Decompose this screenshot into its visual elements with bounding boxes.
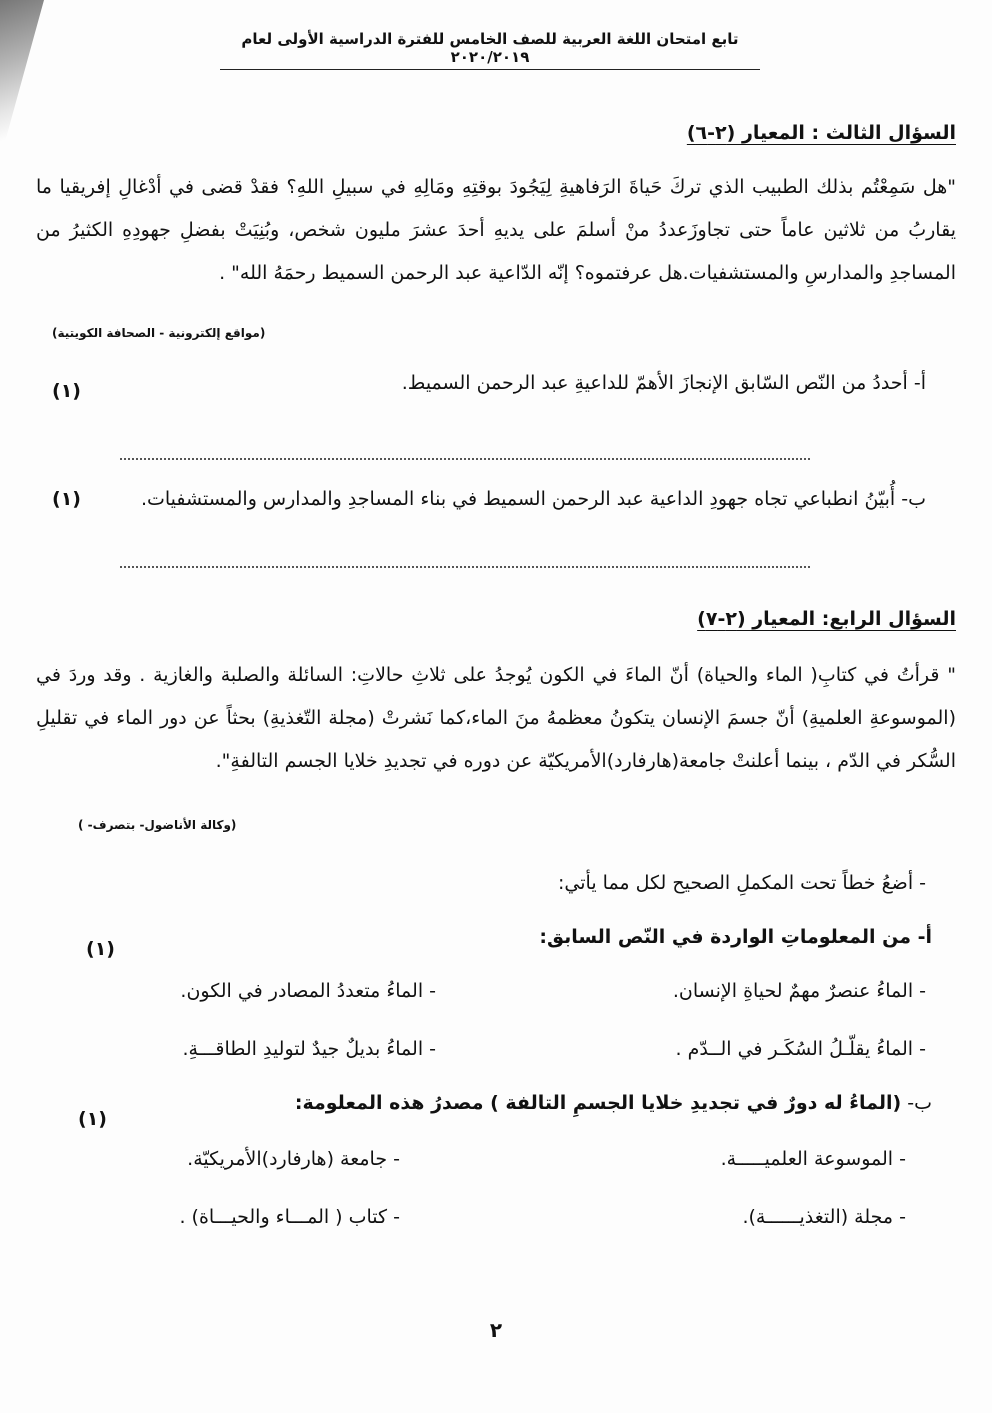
question-4-a-stem: أ- من المعلوماتِ الواردة في النّص السابق: [539, 926, 932, 948]
option-a2[interactable]: - الماءُ متعددُ المصادر في الكون. [180, 980, 436, 1002]
page-header: تابع امتحان اللغة العربية للصف الخامس للفترة الدراسية الأولى لعام ٢٠٢٠/٢٠١٩ [220, 30, 760, 70]
question-3-item-a-mark: (١) [52, 380, 81, 402]
answer-line-b[interactable] [120, 566, 810, 568]
question-3-source: (مواقع إلكترونية - الصحافة الكويتية) [52, 326, 266, 340]
option-a1[interactable]: - الماءُ عنصرٌ مهمٌ لحياةِ الإنسان. [672, 980, 926, 1002]
question-4-b-text: (الماءُ له دورٌ في تجديدِ خلايا الجسمِ التالفة ) مصدرُ هذه المعلومة: [294, 1092, 902, 1114]
option-a4[interactable]: - الماءُ بديلٌ جيدٌ لتوليدِ الطاقـــةِ. [182, 1038, 436, 1060]
page-number: ٢ [489, 1318, 503, 1342]
question-3-item-a: أ- أحددُ من النّص السّابق الإنجازَ الأهمّ للداعيةِ عبد الرحمن السميط. [401, 372, 926, 394]
question-4-a-mark: (١) [86, 938, 115, 960]
question-4-instruction: - أضعُ خطاً تحت المكملِ الصحيح لكل مما يأتي: [558, 872, 926, 894]
question-3-passage: "هل سَمِعْتُم بذلك الطبيب الذي تركَ حَياةَ الرَفاهيةِ لِيَجُودَ بوقتِهِ ومَالِهِ في سبيلِ اللهِ؟ فقدْ قضى في أدْغالِ إفريقيا ما يقاربُ من ثلاثين عاماً حتى تجاوزَعددُ منْ أسلمَ على يديهِ أحدَ عشرَ مليون شخص، وبُنِيَتْ بفضلِ جهودِهِ الكثيرُ من المساجدِ والمدارسِ والمستشفيات.هل عرفتموه؟ إنّه الدّاعية عبد الرحمن السميط رحمَهُ الله" . [36, 176, 956, 284]
page-corner-fold [0, 0, 80, 160]
question-4-b-stem [295, 1092, 932, 1114]
answer-line-a[interactable] [120, 458, 810, 460]
question-4-b-prefix: ب- [907, 1092, 932, 1114]
question-4-passage: " قرأتُ في كتابِ( الماء والحياة) أنّ الماءَ في الكون يُوجدُ على ثلاثِ حالاتِ: السائلة والصلبة والغازية . وقد وردَ في (الموسوعةِ العلميةِ) أنّ جسمَ الإنسان يتكونُ معظمهُ منَ الماء،كما نَشرتْ (مجلة التّغذيةِ) بحثاً عن دور الماء في تقليلِ السُّكر في الدّم ، بينما أعلنتْ جامعة(هارفارد)الأمريكيّة عن دوره في تجديدِ خلايا الجسم التالفةِ". [36, 664, 956, 772]
option-b3[interactable]: - مجلة (التغذيــــــة). [742, 1206, 906, 1228]
question-4-source: (وكالة الأناضول- بتصرف- ) [78, 818, 237, 832]
option-a3[interactable]: - الماءُ يقلّـلُ السُكَـر في الــدّم . [675, 1038, 926, 1060]
question-3-title: السؤال الثالث : المعيار (٢-٦) [686, 122, 956, 144]
question-4-b-mark: (١) [78, 1108, 107, 1130]
question-4-title: السؤال الرابع: المعيار (٢-٧) [697, 608, 956, 630]
option-b2[interactable]: - جامعة (هارفارد)الأمريكيّة. [187, 1148, 400, 1170]
question-3-item-b: ب- أُبيّنُ انطباعي تجاه جهودِ الداعية عبد الرحمن السميط في بناء المساجدِ والمدارس والمستشفيات. [140, 488, 926, 510]
question-3-item-b-mark: (١) [52, 488, 81, 510]
option-b1[interactable]: - الموسوعة العلميـــــة. [720, 1148, 906, 1170]
option-b4[interactable]: - كتاب ( المـــاء والحيـــاة) . [179, 1206, 400, 1228]
